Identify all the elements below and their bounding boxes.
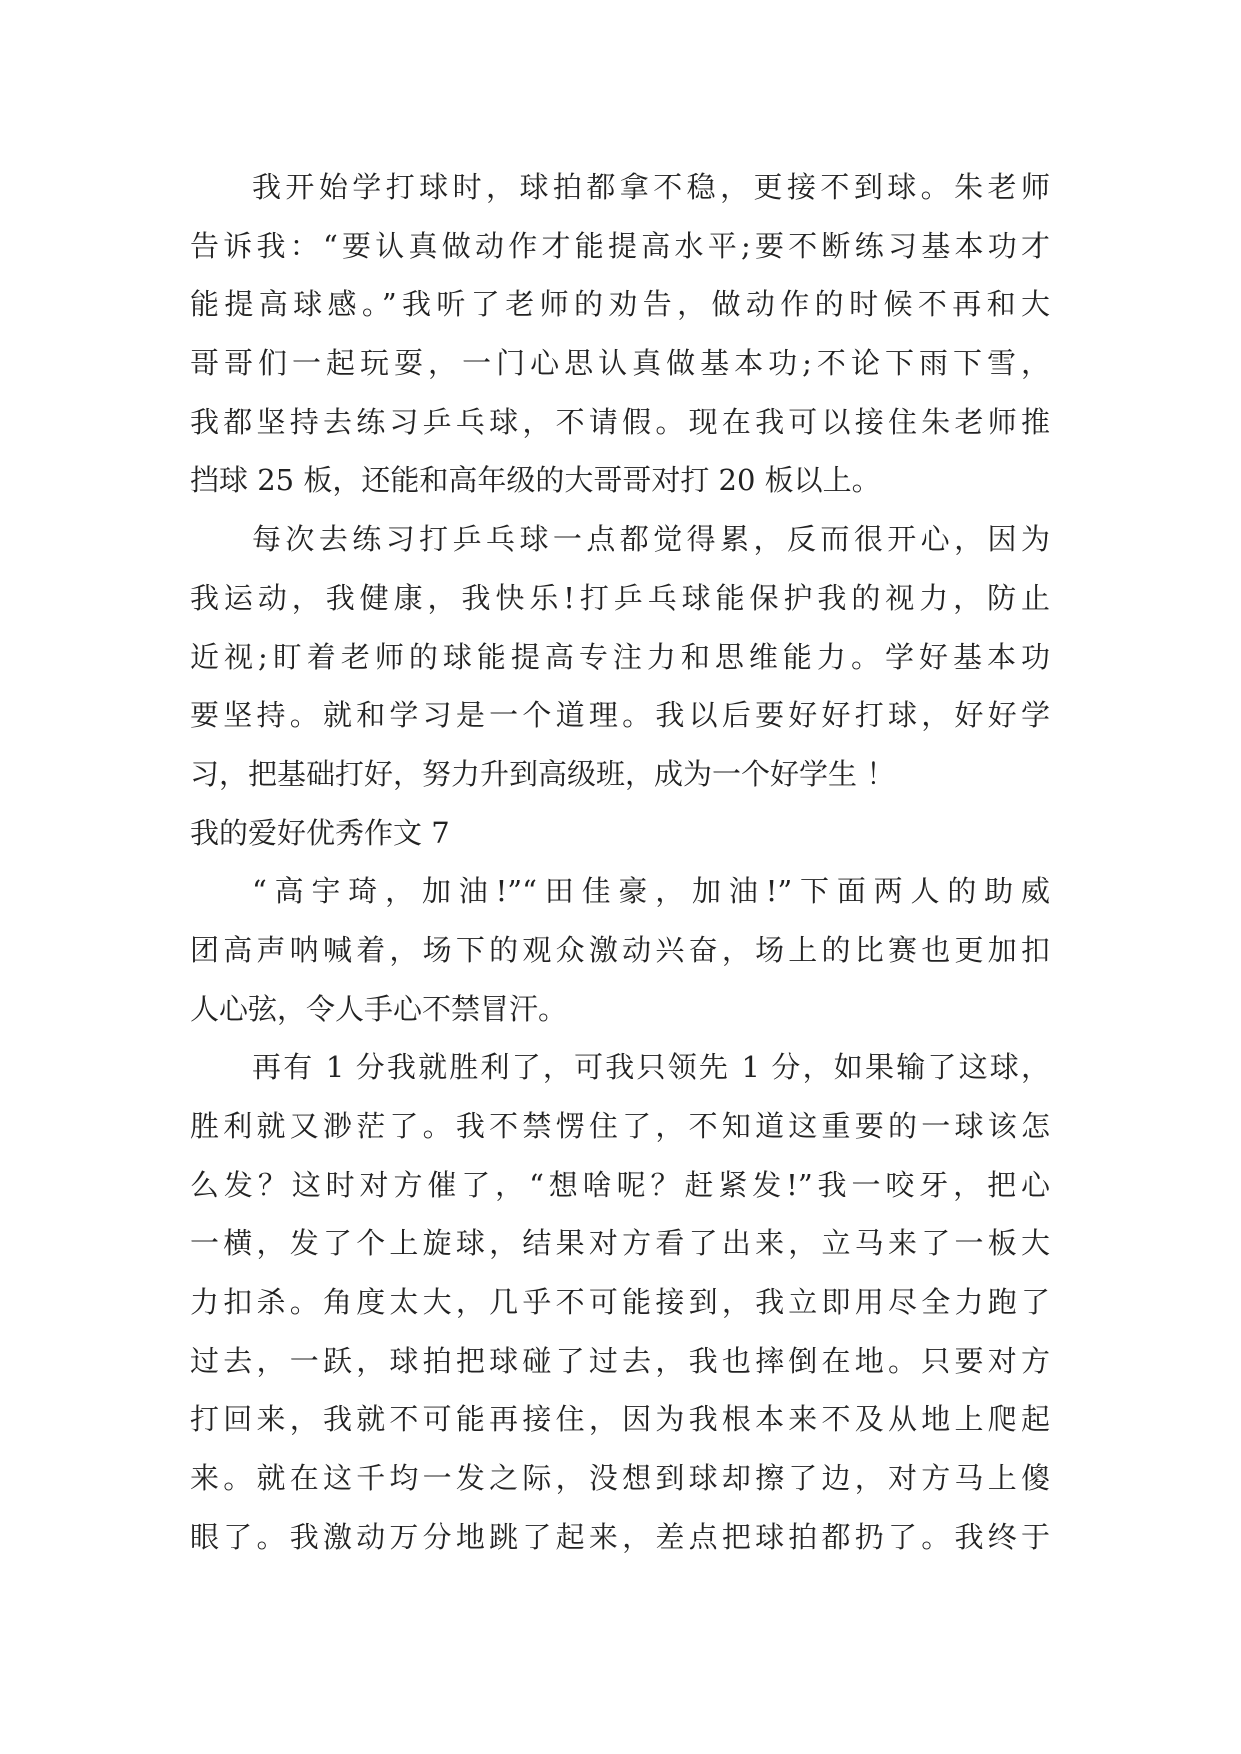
text-line: 么发？这时对方催了，“想啥呢？赶紧发!”我一咬牙，把心 (190, 1167, 1050, 1202)
paragraph (190, 1038, 1050, 1566)
text-line: 挡球 25 板，还能和高年级的大哥哥对打 20 板以上。 (190, 463, 881, 498)
paragraph (190, 510, 1050, 803)
text-line: 告诉我：“要认真做动作才能提高水平;要不断练习基本功才 (190, 228, 1050, 263)
text-line: 打回来，我就不可能再接住，因为我根本来不及从地上爬起 (190, 1402, 1050, 1437)
text-line: “高宇琦，加油!”“田佳豪，加油!”下面两人的助威 (252, 874, 1050, 909)
text-line: 要坚持。就和学习是一个道理。我以后要好好打球，好好学 (190, 698, 1050, 733)
text-line: 来。就在这千均一发之际，没想到球却擦了边，对方马上傻 (190, 1461, 1050, 1496)
text-line: 能提高球感。”我听了老师的劝告，做动作的时候不再和大 (190, 287, 1050, 322)
text-line: 每次去练习打乒乓球一点都觉得累，反而很开心，因为 (252, 522, 1050, 557)
section-heading: 我的爱好优秀作文 7 (190, 815, 450, 850)
text-line: 力扣杀。角度太大，几乎不可能接到，我立即用尽全力跑了 (190, 1285, 1050, 1320)
text-line: 一横，发了个上旋球，结果对方看了出来，立马来了一板大 (190, 1226, 1050, 1261)
text-line: 眼了。我激动万分地跳了起来，差点把球拍都扔了。我终于 (190, 1519, 1050, 1554)
text-line: 我都坚持去练习乒乓球，不请假。现在我可以接住朱老师推 (190, 404, 1050, 439)
text-line: 胜利就又渺茫了。我不禁愣住了，不知道这重要的一球该怎 (190, 1109, 1050, 1143)
paragraph (190, 862, 1050, 1038)
text-line: 团高声呐喊着，场下的观众激动兴奋，场上的比赛也更加扣 (190, 932, 1050, 967)
essay-body (190, 158, 1050, 1567)
text-line: 近视;盯着老师的球能提高专注力和思维能力。学好基本功 (190, 639, 1050, 674)
text-line: 我开始学打球时，球拍都拿不稳，更接不到球。朱老师 (252, 170, 1050, 204)
text-line: 哥哥们一起玩耍，一门心思认真做基本功;不论下雨下雪， (190, 346, 1050, 381)
paragraph (190, 158, 1050, 510)
text-line: 人心弦，令人手心不禁冒汗。 (190, 991, 568, 1026)
text-line: 过去，一跃，球拍把球碰了过去，我也摔倒在地。只要对方 (190, 1343, 1050, 1378)
text-line: 再有 1 分我就胜利了，可我只领先 1 分，如果输了这球， (252, 1050, 1050, 1085)
text-line: 我运动，我健康，我快乐!打乒乓球能保护我的视力，防止 (190, 580, 1050, 615)
text-line: 习，把基础打好，努力升到高级班，成为一个好学生 ！ (190, 756, 896, 791)
